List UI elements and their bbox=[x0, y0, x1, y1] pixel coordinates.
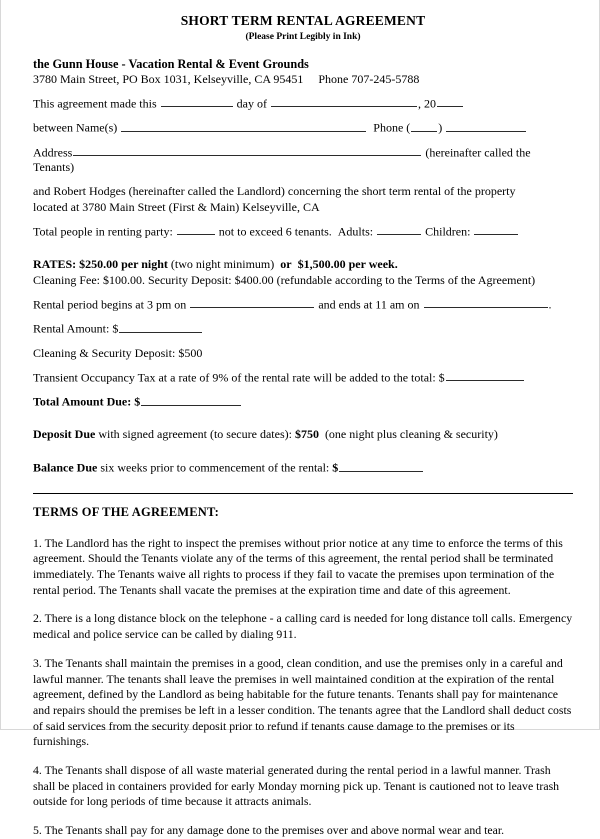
occupancy-line bbox=[33, 224, 573, 239]
tenant-names-blank[interactable] bbox=[121, 120, 366, 132]
balance-due-dollar: $ bbox=[332, 460, 339, 475]
balance-due-mid: six weeks prior to commencement of the rental: bbox=[100, 460, 330, 475]
terms-item: 4. The Tenants shall dispose of all waste material generated during the rental period in a lawful manner. Trash shall be placed in containers provided for early Monday morning pick up. Tenant is cautioned not to leave trash outside for long periods of time because it attracts animals. bbox=[33, 762, 560, 809]
deposit-due-note: (one night plus cleaning & security) bbox=[324, 427, 498, 442]
rental-amount-line bbox=[33, 321, 573, 336]
address-label: Address bbox=[33, 145, 73, 160]
terms-item: 3. The Tenants shall maintain the premises in a good, clean condition, and use the premises only in a careful and lawful manner. The tenants shall leave the premises in well maintained condition at the expiration of the rental agreement, defined by the Landlord as being habitable for the future tenants. Tenants shall pay for maintenance and repairs should the premises be left in a lesser condition. The tenants agree that the Landlord shall deduct costs of said services from the security deposit prior to refund if tenants cause damage to the premises or its furnishings. bbox=[33, 655, 572, 749]
agreement-made-mid: day of bbox=[236, 96, 267, 111]
balance-due-label: Balance Due bbox=[33, 460, 98, 475]
total-amount-due-line bbox=[33, 394, 573, 409]
deposit-due-line bbox=[33, 427, 573, 442]
section-divider bbox=[33, 493, 573, 494]
rates-or: or bbox=[280, 257, 292, 272]
rate-per-week: $1,500.00 per week. bbox=[297, 257, 398, 272]
deposit-due-amount: $750 bbox=[294, 427, 319, 442]
agreement-year-prefix: , 20 bbox=[417, 96, 436, 111]
adults-blank[interactable] bbox=[377, 224, 421, 236]
between-names-label: between Name(s) bbox=[33, 120, 118, 135]
agreement-made-prefix: This agreement made this bbox=[33, 96, 157, 111]
total-amount-due-label: Total Amount Due: $ bbox=[33, 394, 141, 409]
terms-item: 1. The Landlord has the right to inspect the premises without prior notice at any time to enforce the terms of this agreement. Should the Tenants violate any of the terms of this agreement, the rental period shall be terminated immediately. The Tenants waive all rights to process if they fail to vacate the premises upon termination of the rental period. The Tenants shall vacate the premises at the expiration time and date of this agreement. bbox=[33, 535, 563, 597]
cleaning-deposit-line: Cleaning & Security Deposit: $500 bbox=[33, 345, 203, 360]
transient-tax-label: Transient Occupancy Tax at a rate of 9% of the rental rate will be added to the total: $ bbox=[33, 370, 445, 385]
landlord-clause-line-2: located at 3780 Main Street (First & Main) Kelseyville, CA bbox=[33, 199, 320, 214]
total-people-blank[interactable] bbox=[177, 224, 215, 236]
rates-label: RATES: bbox=[33, 257, 77, 272]
balance-due-line bbox=[33, 460, 573, 475]
landlord-clause-line-1: and Robert Hodges (hereinafter called the Landlord) concerning the short term rental of the property bbox=[33, 183, 516, 198]
document-body bbox=[33, 0, 573, 839]
not-to-exceed-note: not to exceed 6 tenants. bbox=[218, 224, 332, 239]
property-name: the Gunn House - Vacation Rental & Event Grounds bbox=[33, 57, 309, 72]
property-address: 3780 Main Street, PO Box 1031, Kelseyville, CA 95451 Phone 707-245-5788 bbox=[33, 72, 420, 87]
agreement-day-blank[interactable] bbox=[161, 96, 233, 108]
adults-label: Adults: bbox=[337, 224, 374, 239]
phone-label: Phone ( bbox=[373, 120, 411, 135]
terms-item: 2. There is a long distance block on the telephone - a calling card is needed for long distance toll calls. Emergency medical and police service can be called by dialing 911. bbox=[33, 611, 573, 642]
rental-period-line bbox=[33, 297, 573, 312]
agreement-date-line bbox=[33, 96, 573, 111]
balance-due-blank[interactable] bbox=[339, 460, 423, 472]
phone-number-blank[interactable] bbox=[446, 120, 526, 132]
page-subtitle: (Please Print Legibly in Ink) bbox=[245, 31, 361, 42]
hereinafter-tenants-note: (hereinafter called the Tenants) bbox=[33, 145, 531, 175]
two-night-minimum-note: (two night minimum) bbox=[170, 257, 275, 272]
terms-item: 5. The Tenants shall pay for any damage done to the premises over and above normal wear and tear. bbox=[33, 823, 505, 838]
deposit-due-label: Deposit Due bbox=[33, 427, 96, 442]
rate-per-night: $250.00 per night bbox=[79, 257, 168, 272]
total-amount-due-blank[interactable] bbox=[141, 394, 241, 406]
phone-area-code-blank[interactable] bbox=[411, 120, 437, 132]
agreement-year-blank[interactable] bbox=[437, 96, 463, 108]
transient-tax-line bbox=[33, 370, 573, 385]
rental-ends-label: and ends at 11 am on bbox=[318, 297, 420, 312]
rates-line bbox=[33, 257, 573, 272]
rental-amount-blank[interactable] bbox=[119, 321, 202, 333]
rental-period-period: . bbox=[548, 297, 552, 312]
page-title: SHORT TERM RENTAL AGREEMENT bbox=[180, 13, 426, 28]
between-names-line bbox=[33, 120, 573, 135]
children-blank[interactable] bbox=[474, 224, 518, 236]
rental-start-date-blank[interactable] bbox=[190, 297, 314, 309]
tenant-address-blank[interactable] bbox=[73, 145, 421, 157]
phone-label-close: ) bbox=[438, 120, 443, 135]
agreement-month-blank[interactable] bbox=[271, 96, 417, 108]
children-label: Children: bbox=[425, 224, 471, 239]
rental-amount-label: Rental Amount: $ bbox=[33, 321, 119, 336]
rental-begins-label: Rental period begins at 3 pm on bbox=[33, 297, 187, 312]
address-line bbox=[33, 145, 573, 175]
transient-tax-blank[interactable] bbox=[446, 370, 524, 382]
cleaning-security-line: Cleaning Fee: $100.00. Security Deposit: $400.00 (refundable according to the Terms of the Agreement) bbox=[33, 273, 536, 287]
total-people-label: Total people in renting party: bbox=[33, 224, 173, 239]
deposit-due-mid: with signed agreement (to secure dates): bbox=[98, 427, 292, 442]
rental-end-date-blank[interactable] bbox=[424, 297, 548, 309]
terms-heading: TERMS OF THE AGREEMENT: bbox=[33, 504, 219, 519]
